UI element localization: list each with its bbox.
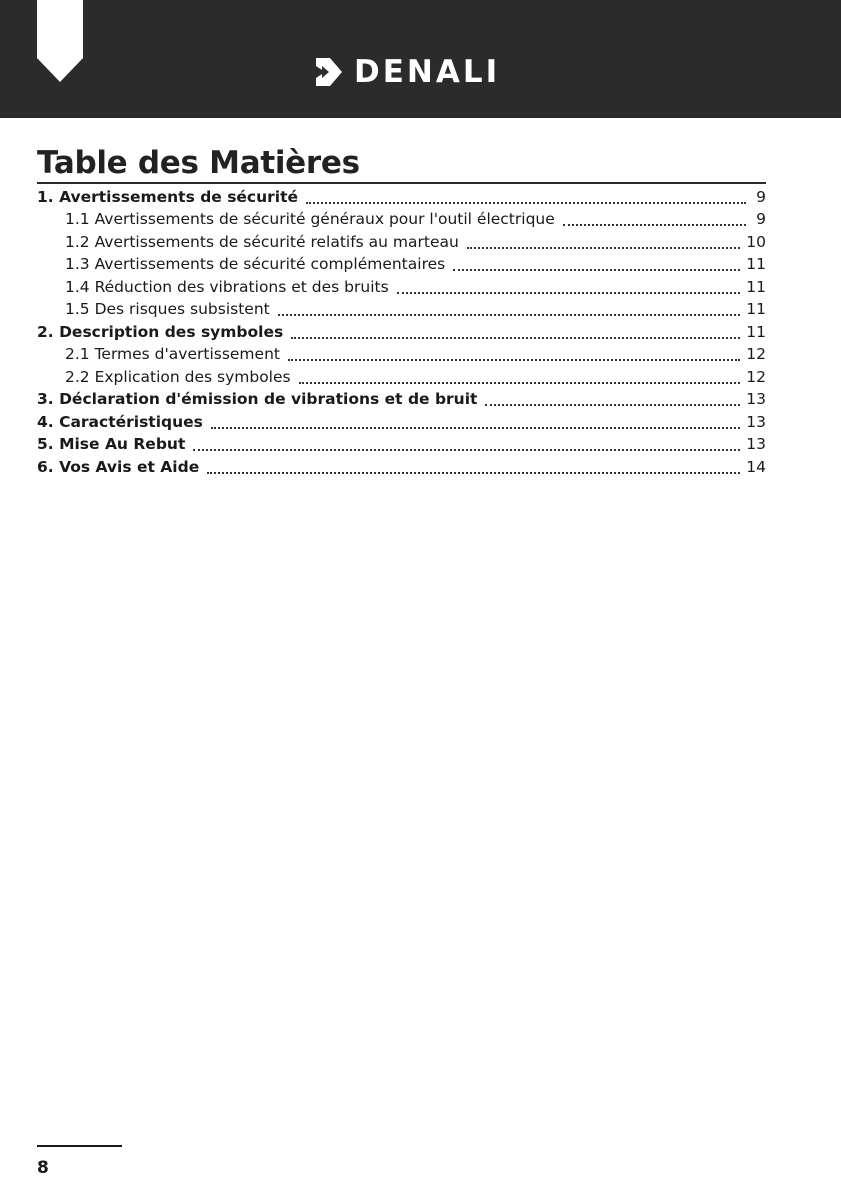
brand-logo bbox=[312, 50, 500, 94]
toc-entry-label: 6. Vos Avis et Aide bbox=[37, 457, 200, 476]
footer-divider bbox=[37, 1145, 122, 1147]
dot-leader bbox=[207, 462, 740, 474]
toc-entry-label: 5. Mise Au Rebut bbox=[37, 435, 186, 454]
page-number: 8 bbox=[37, 1158, 49, 1178]
toc-entry-label: 1.4 Réduction des vibrations et des bruits bbox=[65, 277, 389, 296]
dot-leader bbox=[485, 394, 740, 406]
toc-entry-label: 2.1 Termes d'avertissement bbox=[65, 345, 280, 364]
page-header bbox=[0, 0, 841, 118]
toc-entry-label: 4. Caractéristiques bbox=[37, 412, 203, 431]
toc-entry[interactable] bbox=[37, 454, 766, 477]
toc-entry-page: 9 bbox=[756, 210, 766, 229]
toc-entry-page: 12 bbox=[746, 367, 766, 386]
toc-entry-label: 1.2 Avertissements de sécurité relatifs au marteau bbox=[65, 232, 459, 251]
dot-leader bbox=[291, 327, 740, 339]
denali-chevron-icon bbox=[312, 56, 344, 88]
table-of-contents bbox=[37, 184, 766, 477]
toc-entry[interactable] bbox=[37, 432, 766, 455]
bookmark-tab-icon bbox=[37, 0, 83, 82]
toc-entry-page: 13 bbox=[746, 435, 766, 454]
dot-leader bbox=[278, 304, 741, 316]
toc-entry-label: 1. Avertissements de sécurité bbox=[37, 187, 299, 206]
toc-entry[interactable] bbox=[37, 207, 766, 230]
toc-entry-label: 2. Description des symboles bbox=[37, 322, 284, 341]
toc-entry-page: 11 bbox=[746, 255, 766, 274]
toc-entry-page: 9 bbox=[756, 187, 766, 206]
toc-entry-page: 13 bbox=[746, 412, 766, 431]
toc-entry-page: 11 bbox=[746, 322, 766, 341]
toc-entry-page: 12 bbox=[746, 345, 766, 364]
toc-entry[interactable] bbox=[37, 387, 766, 410]
toc-entry[interactable] bbox=[37, 252, 766, 275]
toc-entry[interactable] bbox=[37, 229, 766, 252]
dot-leader bbox=[467, 237, 740, 249]
toc-entry-label: 1.5 Des risques subsistent bbox=[65, 300, 270, 319]
toc-entry[interactable] bbox=[37, 274, 766, 297]
toc-entry-page: 10 bbox=[746, 232, 766, 251]
dot-leader bbox=[288, 349, 740, 361]
toc-entry-page: 11 bbox=[746, 277, 766, 296]
toc-entry-label: 1.3 Avertissements de sécurité complémentaires bbox=[65, 255, 446, 274]
toc-entry[interactable] bbox=[37, 319, 766, 342]
dot-leader bbox=[211, 417, 740, 429]
toc-entry[interactable] bbox=[37, 342, 766, 365]
toc-entry-page: 13 bbox=[746, 390, 766, 409]
dot-leader bbox=[299, 372, 741, 384]
toc-entry[interactable] bbox=[37, 184, 766, 207]
brand-name: DENALI bbox=[354, 53, 501, 90]
dot-leader bbox=[193, 439, 740, 451]
toc-entry[interactable] bbox=[37, 297, 766, 320]
toc-entry-page: 11 bbox=[746, 300, 766, 319]
dot-leader bbox=[306, 192, 746, 204]
toc-entry[interactable] bbox=[37, 364, 766, 387]
toc-entry-label: 1.1 Avertissements de sécurité généraux pour l'outil électrique bbox=[65, 210, 555, 229]
toc-entry-page: 14 bbox=[746, 457, 766, 476]
page-title: Table des Matières bbox=[37, 145, 360, 181]
toc-entry-label: 2.2 Explication des symboles bbox=[65, 367, 291, 386]
toc-entry[interactable] bbox=[37, 409, 766, 432]
dot-leader bbox=[563, 214, 746, 226]
toc-entry-label: 3. Déclaration d'émission de vibrations et de bruit bbox=[37, 390, 478, 409]
dot-leader bbox=[397, 282, 741, 294]
dot-leader bbox=[453, 259, 740, 271]
